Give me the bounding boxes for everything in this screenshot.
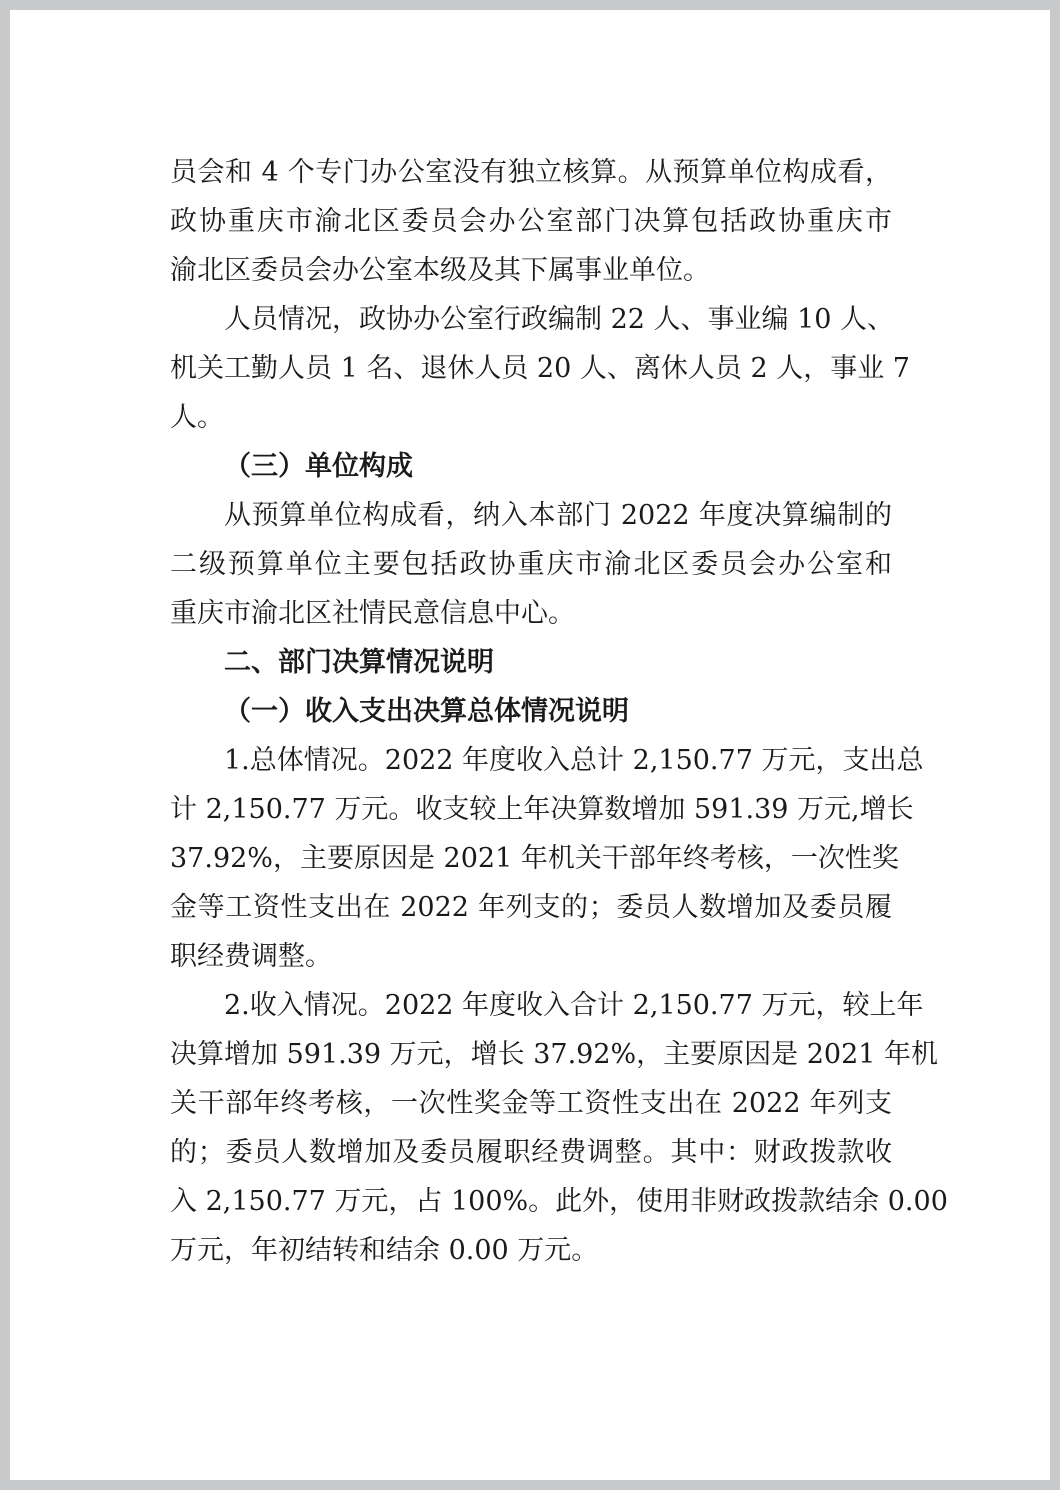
section-heading: （一）收入支出决算总体情况说明 [224,696,629,727]
text-line: 人。 [170,402,224,433]
text-line: 员会和 4 个专门办公室没有独立核算。从预算单位构成看， [170,157,892,188]
text-line: 1.总体情况。2022 年度收入总计 2,150.77 万元，支出总 [224,745,924,776]
text-line: 关干部年终考核，一次性奖金等工资性支出在 2022 年列支 [170,1088,892,1119]
text-line: 职经费调整。 [170,941,332,972]
section-heading: 二、部门决算情况说明 [224,647,494,678]
text-line: 37.92%，主要原因是 2021 年机关干部年终考核，一次性奖 [170,843,899,874]
text-line: 入 2,150.77 万元，占 100%。此外，使用非财政拨款结余 0.00 [170,1186,948,1217]
section-heading: （三）单位构成 [224,451,413,482]
text-line: 万元，年初结转和结余 0.00 万元。 [170,1235,599,1266]
text-line: 机关工勤人员 1 名、退休人员 20 人、离休人员 2 人，事业 7 [170,353,910,384]
text-line: 从预算单位构成看，纳入本部门 2022 年度决算编制的 [224,500,892,531]
text-line: 二级预算单位主要包括政协重庆市渝北区委员会办公室和 [170,549,892,580]
text-line: 人员情况，政协办公室行政编制 22 人、事业编 10 人、 [224,304,895,335]
text-line: 政协重庆市渝北区委员会办公室部门决算包括政协重庆市 [170,206,892,237]
text-line: 重庆市渝北区社情民意信息中心。 [170,598,575,629]
document-page [10,10,1050,1480]
text-line: 金等工资性支出在 2022 年列支的；委员人数增加及委员履 [170,892,892,923]
text-line: 2.收入情况。2022 年度收入合计 2,150.77 万元，较上年 [224,990,924,1021]
text-line: 渝北区委员会办公室本级及其下属事业单位。 [170,255,710,286]
text-line: 计 2,150.77 万元。收支较上年决算数增加 591.39 万元,增长 [170,794,914,825]
text-line: 的；委员人数增加及委员履职经费调整。其中：财政拨款收 [170,1137,892,1168]
text-line: 决算增加 591.39 万元，增长 37.92%，主要原因是 2021 年机 [170,1039,939,1070]
